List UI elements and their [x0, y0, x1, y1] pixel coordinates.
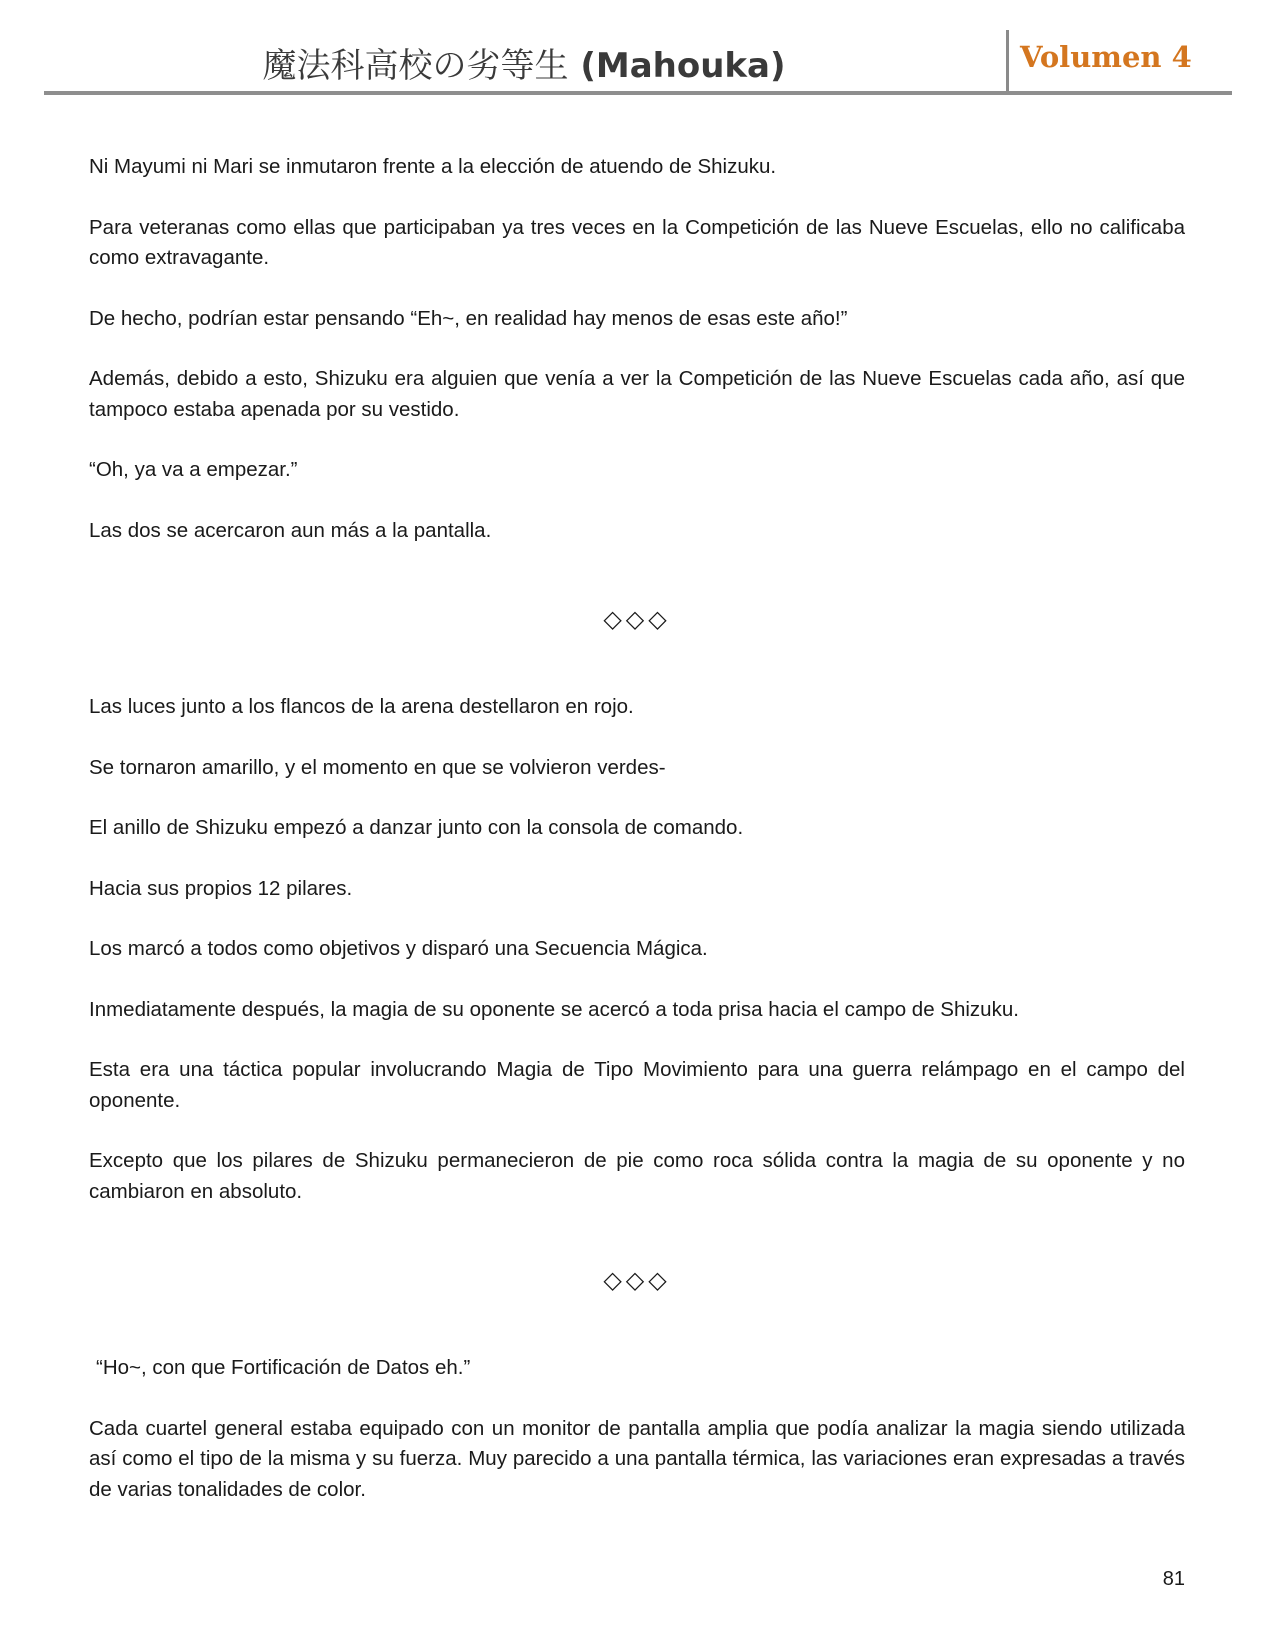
book-title-japanese: 魔法科高校の劣等生 [262, 46, 569, 86]
page-number: 81 [1162, 1568, 1185, 1590]
paragraph: El anillo de Shizuku empezó a danzar junto con la consola de comando. [89, 816, 744, 839]
paragraph: Las luces junto a los flancos de la arena destellaron en rojo. [89, 695, 634, 718]
book-title [44, 38, 1004, 87]
paragraph: Para veteranas como ellas que participaban ya tres veces en la Competición de las Nueve Escuelas, ello no calificaba como extravagante. [89, 215, 1185, 269]
paragraph: Excepto que los pilares de Shizuku permanecieron de pie como roca sólida contra la magia de su oponente y no cambiaron en absoluto. [89, 1149, 1185, 1203]
paragraph: Se tornaron amarillo, y el momento en que se volvieron verdes- [89, 755, 666, 779]
paragraph: Las dos se acercaron aun más a la pantalla. [89, 518, 492, 542]
paragraph: De hecho, podrían estar pensando “Eh~, en realidad hay menos de esas este año!” [89, 306, 848, 330]
paragraph: Además, debido a esto, Shizuku era alguien que venía a ver la Competición de las Nueve Escuelas cada año, así que tampoco estaba apenada por su vestido. [89, 367, 1185, 421]
header-rule [44, 91, 1232, 95]
paragraph: “Oh, ya va a empezar.” [89, 458, 298, 481]
page-header [44, 28, 1232, 92]
scene-break: ◇◇◇ [603, 605, 671, 633]
scene-break: ◇◇◇ [603, 1266, 671, 1294]
paragraph: Cada cuartel general estaba equipado con un monitor de pantalla amplia que podía analizar la magia siendo utilizada así como el tipo de la misma y su fuerza. Muy parecido a una pantalla térmica, las variaciones eran expresadas a través de varias tonalidades de color. [89, 1416, 1185, 1501]
paragraph: “Ho~, con que Fortificación de Datos eh.” [96, 1356, 471, 1379]
paragraph: Los marcó a todos como objetivos y disparó una Secuencia Mágica. [89, 937, 708, 960]
paragraph: Esta era una táctica popular involucrando Magia de Tipo Movimiento para una guerra relámpago en el campo del oponente. [89, 1058, 1185, 1112]
header-divider [1006, 30, 1009, 92]
book-title-romaji: (Mahouka) [580, 46, 786, 86]
paragraph: Ni Mayumi ni Mari se inmutaron frente a la elección de atuendo de Shizuku. [89, 155, 777, 178]
volume-label: Volumen 4 [1020, 40, 1192, 74]
paragraph: Hacia sus propios 12 pilares. [89, 876, 353, 900]
page-body [89, 152, 1185, 1535]
paragraph: Inmediatamente después, la magia de su oponente se acercó a toda prisa hacia el campo de Shizuku. [89, 997, 1019, 1021]
